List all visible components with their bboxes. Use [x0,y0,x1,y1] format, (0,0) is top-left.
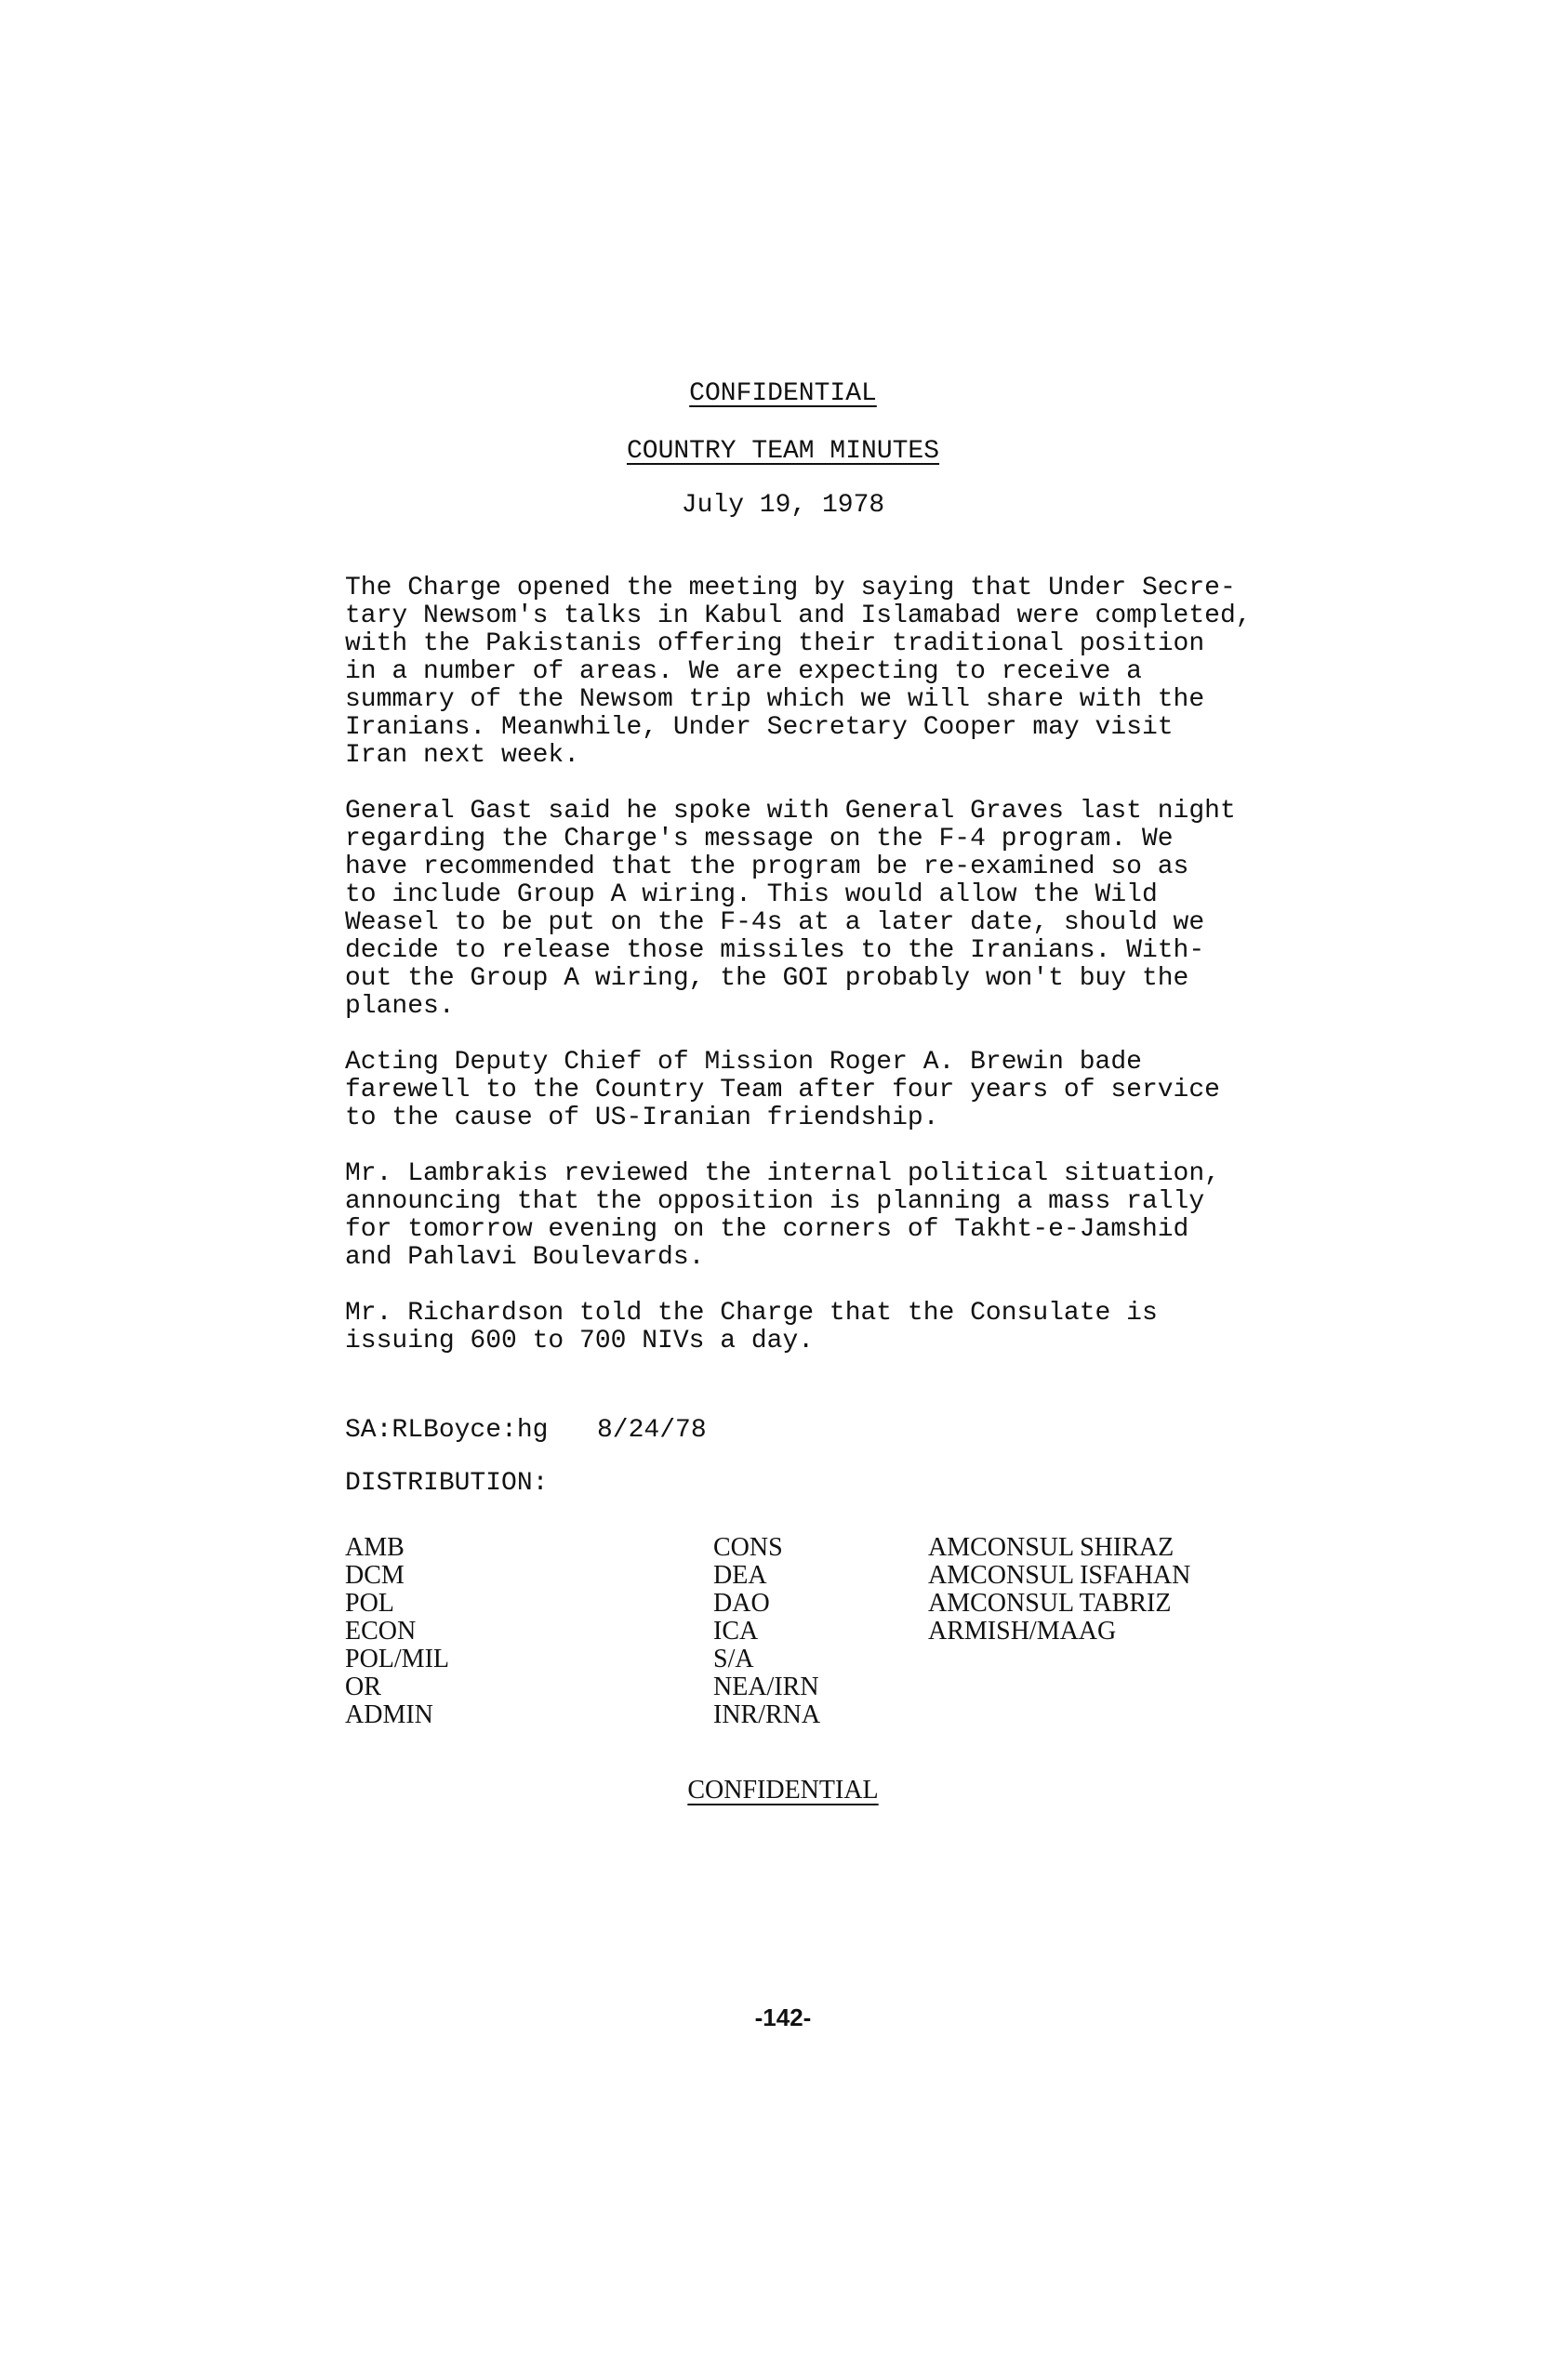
distribution-item: CONS [713,1533,783,1562]
distribution-item: AMCONSUL SHIRAZ [928,1533,1174,1562]
distribution-item: DEA [713,1561,767,1590]
distribution-item: ICA [713,1617,759,1646]
document-title: COUNTRY TEAM MINUTES [626,437,940,466]
document-date: July 19, 1978 [681,491,885,520]
classification-header: CONFIDENTIAL [689,379,877,408]
distribution-item: NEA/IRN [713,1673,819,1701]
drafted-date: 8/24/78 [597,1416,707,1445]
distribution-item: ADMIN [345,1700,433,1729]
classification-footer: CONFIDENTIAL [687,1776,879,1805]
distribution-item: DCM [345,1561,405,1590]
distribution-item: AMCONSUL ISFAHAN [928,1561,1191,1590]
distribution-item: POL [345,1589,394,1618]
distribution-item: ARMISH/MAAG [928,1617,1117,1646]
distribution-item: POL/MIL [345,1645,449,1673]
paragraph-richardson: Mr. Richardson told the Charge that the Consulate is issuing 600 to 700 NIVs a day. [345,1299,1158,1355]
distribution-item: INR/RNA [713,1700,821,1729]
distribution-item: AMCONSUL TABRIZ [928,1589,1172,1618]
distribution-column-2 [713,1534,820,1729]
drafter-initials: SA:RLBoyce:hg [345,1416,549,1445]
distribution-item: S/A [713,1645,754,1673]
paragraph-general-gast: General Gast said he spoke with General Graves last night regarding the Charge's message on the F-4 program. We have recommended that the program be re-examined so as to include Group A wiring. This would allow the Wild Weasel to be put on the F-4s at a later date, should we decide to release those missiles to the Iranians. With- out the Group A wiring, the GOI probably won't buy the planes. [345,797,1236,1021]
distribution-item: ECON [345,1617,417,1646]
paragraph-brewin-farewell: Acting Deputy Chief of Mission Roger A. Brewin bade farewell to the Country Team after four years of service to the cause of US-Iranian friendship. [345,1048,1220,1132]
distribution-column-3 [928,1534,1190,1646]
distribution-item: AMB [345,1533,405,1562]
paragraph-lambrakis: Mr. Lambrakis reviewed the internal political situation, announcing that the opposition is planning a mass rally for tomorrow evening on the corners of Takht-e-Jamshid and Pahlavi Boulevards. [345,1159,1220,1272]
distribution-item: DAO [713,1589,770,1618]
distribution-label: DISTRIBUTION: [345,1469,549,1498]
page-number: -142- [754,2003,812,2031]
distribution-column-1 [345,1534,449,1729]
paragraph-charge-opening: The Charge opened the meeting by saying that Under Secre- tary Newsom's talks in Kabul and Islamabad were completed, with the Pakistanis offering their traditional position in a number of areas. We are expecting to receive a summary of the Newsom trip which we will share with the Iranians. Meanwhile, Under Secretary Cooper may visit Iran next week. [345,574,1252,770]
distribution-item: OR [345,1673,381,1701]
